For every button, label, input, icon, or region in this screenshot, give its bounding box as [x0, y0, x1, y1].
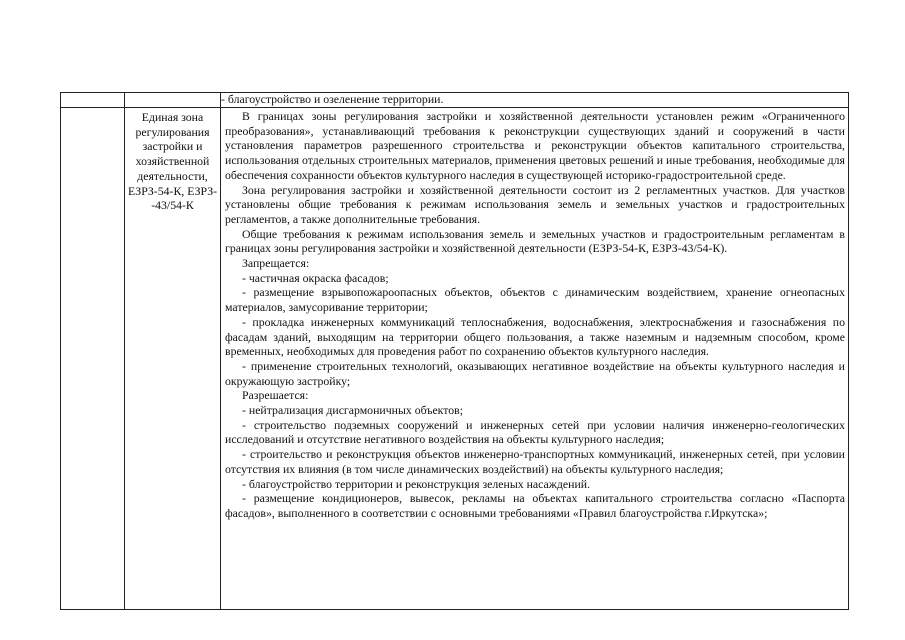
- zone-requirements-cell: [221, 108, 849, 610]
- table-row: [61, 93, 849, 108]
- list-item: - частичная окраска фасадов;: [242, 270, 389, 285]
- list-item: - нейтрализация дисгармоничных объектов;: [242, 403, 463, 418]
- list-item: - размещение взрывопожароопасных объектов, объектов с динамическим воздействием, хранение огнеопасных материалов, замусоривание территории;: [225, 285, 845, 315]
- first-row-text: - благоустройство и озеленение территории.: [221, 93, 849, 108]
- zone-name-cell: Единая зона регулирования застройки и хозяйственной деятельности, ЕЗРЗ-54-К, ЕЗРЗ--43/54-К: [125, 108, 221, 610]
- paragraph: Общие требования к режимам использования земель и земельных участков и градостроительным регламентам в границах зоны регулирования застройки и хозяйственной деятельности (ЕЗРЗ-54-К, ЕЗРЗ-43/54-К).: [225, 226, 845, 256]
- regulation-table: [60, 92, 849, 610]
- table-row: [61, 108, 849, 610]
- table-cell-empty: [61, 93, 125, 108]
- permitted-heading: Разрешается:: [242, 388, 309, 403]
- prohibited-heading: Запрещается:: [242, 256, 310, 271]
- list-item: - благоустройство территории и реконструкция зеленых насаждений.: [242, 476, 591, 491]
- list-item: - строительство и реконструкция объектов инженерно-транспортных коммуникаций, инженерных сетей, при условии отсутствия их влияния (в том числе динамических воздействий) на объекты культурного наследия;: [225, 447, 845, 476]
- table-cell-empty: [61, 108, 125, 610]
- list-item: - размещение кондиционеров, вывесок, рекламы на объектах капитального строительства согласно «Паспорта фасадов», выполненного в соответствии с основными требованиями «Правил благоустройства г.Иркутска»;: [225, 491, 845, 520]
- list-item: - применение строительных технологий, оказывающих негативное воздействие на объекты культурного наследия и окружающую застройку;: [225, 358, 845, 388]
- paragraph: Зона регулирования застройки и хозяйственной деятельности состоит из 2 регламентных участков. Для участков установлены общие требования к режимам использования земель и земельных участков и градостроительных регламентов, а также дополнительные требования.: [225, 182, 845, 226]
- list-item: - строительство подземных сооружений и инженерных сетей при условии наличия инженерно-геологических исследований и отсутствие негативного воздействия на объекты культурного наследия;: [225, 417, 845, 447]
- paragraph: В границах зоны регулирования застройки и хозяйственной деятельности установлен режим «Ограниченного преобразования», устанавливающий требования к реконструкции существующих зданий и сооружений в части установления параметров разрешенного строительства и реконструкции объектов капитального строительства, использования отдельных строительных материалов, применения цветовых решений и иные требования, необходимые для обеспечения сохранности объектов культурного наследия в существующей историко-градостроительной среде.: [225, 109, 845, 182]
- table-cell-empty: [125, 93, 221, 108]
- list-item: - прокладка инженерных коммуникаций теплоснабжения, водоснабжения, электроснабжения и газоснабжения по фасадам зданий, выходящим на территории общего пользования, а также наземным и надземным способом, кроме временных, необходимых для проведения работ по сохранению объектов культурного наследия.: [225, 314, 845, 359]
